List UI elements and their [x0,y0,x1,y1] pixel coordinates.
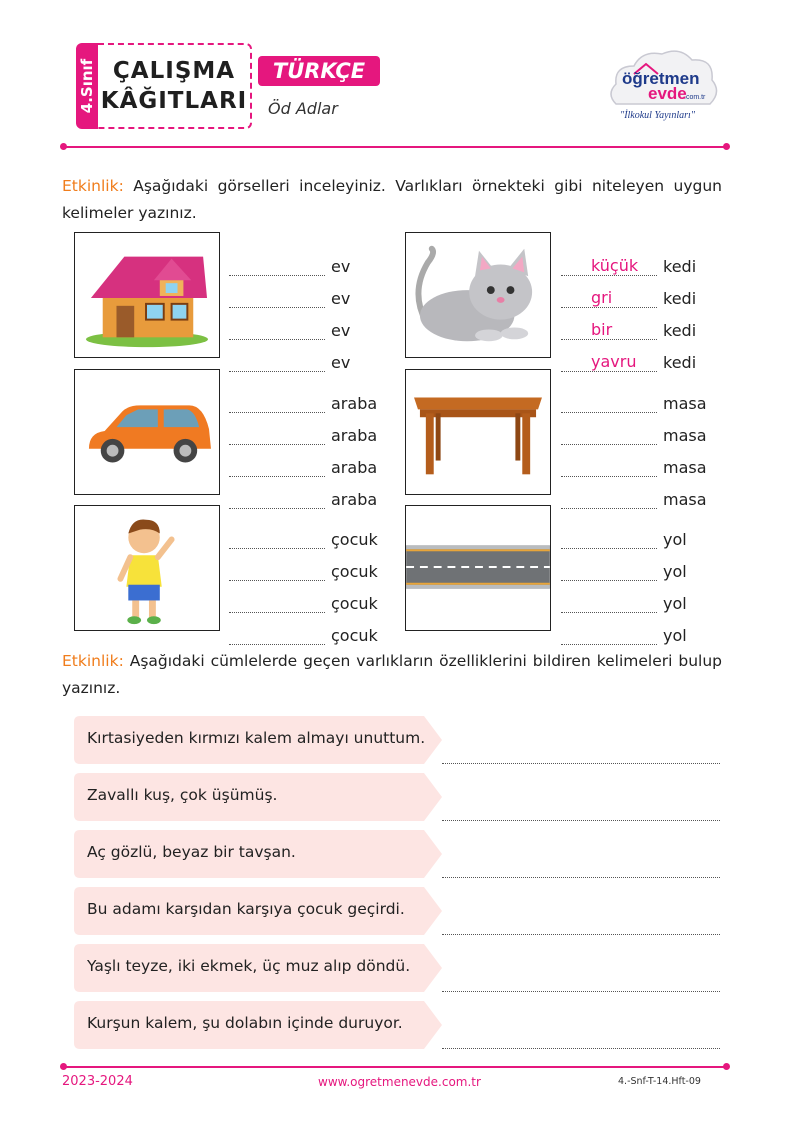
boy-icon [74,505,220,631]
example-answer: yavru [591,352,637,371]
noun-label: kedi [663,321,697,340]
fill-row [561,340,696,372]
fill-row [561,581,687,613]
fill-row [561,276,696,308]
fill-row [229,308,350,340]
sentence-box [74,944,444,992]
subject-badge: TÜRKÇE [258,56,380,86]
blank-line[interactable] [229,359,325,372]
fill-row [561,381,707,413]
sentence-text: Kurşun kalem, şu dolabın içinde duruyor. [87,1014,403,1032]
noun-label: masa [663,490,707,509]
activity2-text: Aşağıdaki cümlelerde geçen varlıkların özelliklerini bildiren kelimeleri bulup yazınız. [62,652,722,697]
blank-line[interactable] [561,288,657,308]
noun-label: çocuk [331,530,378,549]
noun-label: yol [663,562,687,581]
road-icon [405,505,551,631]
sentence-text: Bu adamı karşıdan karşıya çocuk geçirdi. [87,900,405,918]
example-answer: küçük [591,256,639,275]
noun-label: masa [663,458,707,477]
answer-line[interactable] [442,933,720,935]
noun-label: masa [663,394,707,413]
blank-line[interactable] [561,352,657,372]
blank-line[interactable] [229,432,325,445]
fill-row [229,517,378,549]
fill-row [229,413,377,445]
example-answer: gri [591,288,613,307]
noun-label: çocuk [331,594,378,613]
activity2-instruction [62,648,722,702]
grade-label: 4.Sınıf [78,58,96,114]
blank-line[interactable] [229,568,325,581]
noun-label: kedi [663,257,697,276]
blank-line[interactable] [561,536,657,549]
sentence-box [74,830,444,878]
blank-line[interactable] [561,320,657,340]
rows-boy [229,517,378,645]
fill-row [229,276,350,308]
activity2-label: Etkinlik: [62,652,124,670]
blank-line[interactable] [561,464,657,477]
activity1-instruction [62,173,722,227]
fill-row [561,517,687,549]
logo-top-text: öğretmen [622,69,700,88]
title-line2: KÂĞITLARI [100,88,248,114]
noun-label: ev [331,289,351,308]
fill-row [561,549,687,581]
sentence-text: Zavallı kuş, çok üşümüş. [87,786,278,804]
blank-line[interactable] [229,295,325,308]
noun-label: ev [331,321,351,340]
car-icon [74,369,220,495]
sentence-text: Aç gözlü, beyaz bir tavşan. [87,843,296,861]
blank-line[interactable] [229,632,325,645]
activity1-text: Aşağıdaki görselleri inceleyiniz. Varlıkları örnekteki gibi niteleyen uygun kelimeler yazınız. [62,177,722,222]
answer-line[interactable] [442,762,720,764]
blank-line[interactable] [561,432,657,445]
publisher-logo [606,44,722,128]
rows-cat [561,244,696,372]
header-rule [64,146,726,148]
rows-house [229,244,350,372]
footer-rule [64,1066,726,1068]
blank-line[interactable] [229,496,325,509]
answer-line[interactable] [442,876,720,878]
noun-label: ev [331,257,351,276]
sentence-text: Kırtasiyeden kırmızı kalem almayı unuttum. [87,729,426,747]
topic-title: Öd Adlar [268,99,338,118]
blank-line[interactable] [229,600,325,613]
sentence-box [74,1001,444,1049]
table-icon [405,369,551,495]
noun-label: kedi [663,353,697,372]
rows-car [229,381,377,509]
footer-website[interactable]: www.ogretmenevde.com.tr [318,1075,481,1089]
noun-label: yol [663,626,687,645]
fill-row [561,413,707,445]
grade-tab [76,43,98,129]
fill-row [229,445,377,477]
noun-label: masa [663,426,707,445]
answer-line[interactable] [442,1047,720,1049]
example-answer: bir [591,320,613,339]
fill-row [561,613,687,645]
fill-row [561,477,707,509]
logo-sub-text: "İlkokul Yayınları" [620,110,695,121]
title-box [98,43,252,129]
fill-row [561,445,707,477]
noun-label: çocuk [331,626,378,645]
footer-code: 4.-Snf-T-14.Hft-09 [618,1076,701,1087]
rule-dot-right [723,143,730,150]
rows-road [561,517,687,645]
fill-row [561,244,696,276]
sentence-box [74,716,444,764]
noun-label: yol [663,530,687,549]
blank-line[interactable] [561,568,657,581]
fill-row [229,340,350,372]
blank-line[interactable] [229,536,325,549]
blank-line[interactable] [561,632,657,645]
noun-label: araba [331,426,378,445]
blank-line[interactable] [561,496,657,509]
sentence-box [74,773,444,821]
blank-line[interactable] [229,263,325,276]
noun-label: araba [331,394,378,413]
sentence-text: Yaşlı teyze, iki ekmek, üç muz alıp döndü. [87,957,411,975]
blank-line[interactable] [561,400,657,413]
noun-label: araba [331,490,378,509]
answer-line[interactable] [442,990,720,992]
fill-row [229,381,377,413]
noun-label: kedi [663,289,697,308]
logo-mid-text: evde [648,84,687,103]
fill-row [229,613,378,645]
title-line1: ÇALIŞMA [112,58,236,84]
house-icon [74,232,220,358]
cat-icon [405,232,551,358]
activity1-label: Etkinlik: [62,177,124,195]
rule-dot-right [723,1063,730,1070]
blank-line[interactable] [229,464,325,477]
noun-label: ev [331,353,351,372]
fill-row [561,308,696,340]
fill-row [229,549,378,581]
noun-label: çocuk [331,562,378,581]
fill-row [229,244,350,276]
footer-year: 2023-2024 [62,1074,133,1089]
logo-domain-text: .com.tr [684,94,706,101]
rows-table [561,381,707,509]
blank-line[interactable] [229,327,325,340]
answer-line[interactable] [442,819,720,821]
blank-line[interactable] [561,600,657,613]
blank-line[interactable] [561,256,657,276]
noun-label: araba [331,458,378,477]
noun-label: yol [663,594,687,613]
blank-line[interactable] [229,400,325,413]
sentence-box [74,887,444,935]
fill-row [229,581,378,613]
fill-row [229,477,377,509]
